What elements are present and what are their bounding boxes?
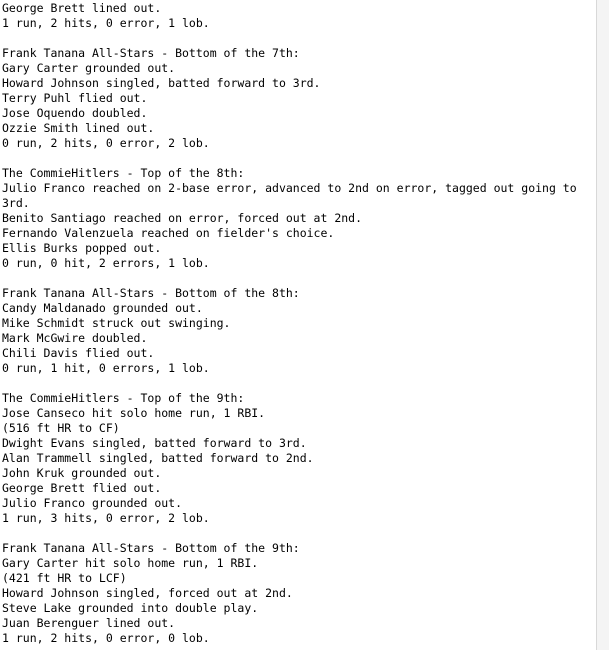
inning-block xyxy=(2,541,596,646)
log-line: Ellis Burks popped out. xyxy=(2,241,162,255)
log-line: Chili Davis flied out. xyxy=(2,346,155,360)
log-line: Julio Franco grounded out. xyxy=(2,496,183,510)
log-line: 1 run, 2 hits, 0 error, 1 lob. xyxy=(2,16,210,30)
log-line: 1 run, 3 hits, 0 error, 2 lob. xyxy=(2,511,210,525)
log-line: Julio Franco reached on 2-base error, advanced to 2nd on error, tagged out going to 3rd. xyxy=(2,181,584,210)
log-line: Mark McGwire doubled. xyxy=(2,331,148,345)
log-line: The CommieHitlers - Top of the 9th: xyxy=(2,391,245,405)
inning-block xyxy=(2,166,596,271)
log-line: John Kruk grounded out. xyxy=(2,466,162,480)
log-line: 0 run, 2 hits, 0 error, 2 lob. xyxy=(2,136,210,150)
log-line: Ozzie Smith lined out. xyxy=(2,121,155,135)
log-line: Steve Lake grounded into double play. xyxy=(2,601,259,615)
log-line: The CommieHitlers - Top of the 8th: xyxy=(2,166,245,180)
vertical-scrollbar[interactable] xyxy=(596,0,609,650)
inning-block xyxy=(2,1,596,31)
log-line: Benito Santiago reached on error, forced out at 2nd. xyxy=(2,211,363,225)
log-line: Jose Canseco hit solo home run, 1 RBI. xyxy=(2,406,266,420)
inning-block xyxy=(2,46,596,151)
log-line: Frank Tanana All-Stars - Bottom of the 7th: xyxy=(2,46,300,60)
log-line: 0 run, 1 hit, 0 errors, 1 lob. xyxy=(2,361,210,375)
log-line: George Brett lined out. xyxy=(2,1,162,15)
log-line: George Brett flied out. xyxy=(2,481,162,495)
log-line: Gary Carter hit solo home run, 1 RBI. xyxy=(2,556,259,570)
log-line: Gary Carter grounded out. xyxy=(2,61,176,75)
log-line: Fernando Valenzuela reached on fielder's choice. xyxy=(2,226,335,240)
log-line: Howard Johnson singled, forced out at 2nd. xyxy=(2,586,293,600)
log-line: 0 run, 0 hit, 2 errors, 1 lob. xyxy=(2,256,210,270)
log-line: Frank Tanana All-Stars - Bottom of the 8th: xyxy=(2,286,300,300)
log-line: Jose Oquendo doubled. xyxy=(2,106,148,120)
log-line: (516 ft HR to CF) xyxy=(2,421,120,435)
log-line: Frank Tanana All-Stars - Bottom of the 9th: xyxy=(2,541,300,555)
log-line: (421 ft HR to LCF) xyxy=(2,571,127,585)
log-line: Alan Trammell singled, batted forward to 2nd. xyxy=(2,451,314,465)
log-line: Juan Berenguer lined out. xyxy=(2,616,176,630)
inning-block xyxy=(2,286,596,376)
inning-block xyxy=(2,391,596,526)
log-line: Dwight Evans singled, batted forward to 3rd. xyxy=(2,436,307,450)
log-line: Howard Johnson singled, batted forward to 3rd. xyxy=(2,76,321,90)
log-line: Candy Maldanado grounded out. xyxy=(2,301,203,315)
log-line: Terry Puhl flied out. xyxy=(2,91,148,105)
log-line: 1 run, 2 hits, 0 error, 0 lob. xyxy=(2,631,210,645)
log-line: Mike Schmidt struck out swinging. xyxy=(2,316,231,330)
